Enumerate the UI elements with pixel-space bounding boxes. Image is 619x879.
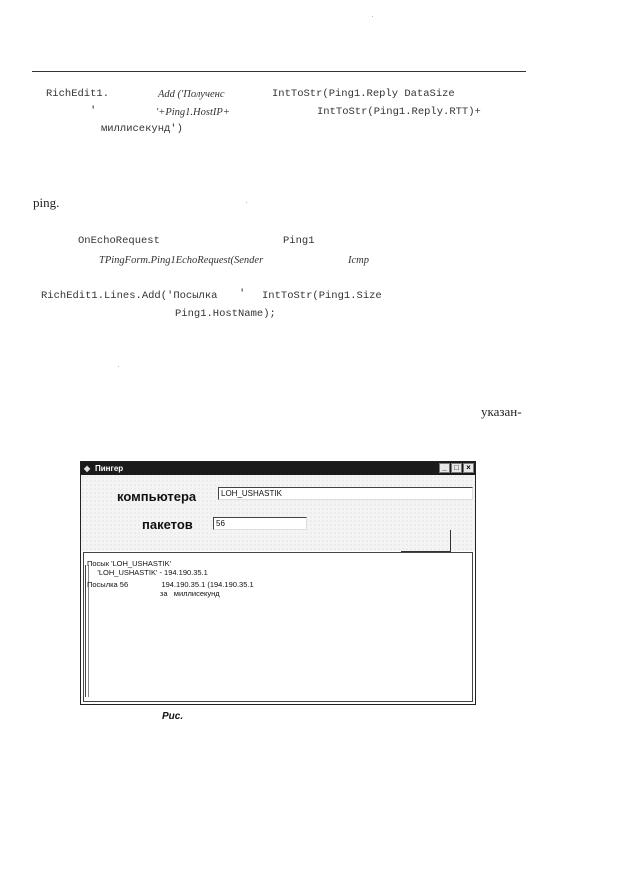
computer-label: компьютера [117,489,197,504]
log-line: 'LOH_USHASTIK' - 194.190.35.1 [87,568,208,577]
code-line-3: миллисекунд') [101,123,183,135]
log-line: за миллисекунд [87,589,220,598]
log-line: Посык 'LOH_USHASTIK' [87,559,172,568]
figure-caption: Рис. [162,711,184,722]
code-line-1b-text: Add ('Полученс [158,89,225,100]
code2-line-2b [348,254,369,268]
speck [246,202,247,203]
code2-line-3a: RichEdit1.Lines.Add('Посылка [41,290,218,302]
code-line-2b-text: '+Ping1.HostIP+ [156,107,230,118]
code-line-2a: ' [90,105,97,117]
ping-button[interactable] [401,530,451,552]
packets-input[interactable]: 56 [213,517,307,530]
code2-line-3c: IntToStr(Ping1.Size [262,290,382,302]
code-line-2b [156,106,230,120]
log-memo[interactable] [83,552,473,702]
code-line-2c: IntToStr(Ping1.Reply.RTT)+ [317,106,481,118]
code2-line-2a-text: TPingForm.Ping1EchoRequest(Sender [99,255,264,266]
speck [118,366,119,367]
code2-line-3b: ' [239,288,246,300]
app-icon: ◆ [84,464,91,473]
maximize-icon[interactable]: □ [451,463,462,473]
window-controls [439,463,474,473]
code2-line-2b-text: Icmp [348,255,369,266]
log-line: Посылка 56 194.190.35.1 (194.190.35.1 [87,580,254,589]
title-bar[interactable] [81,462,475,475]
speck [372,16,373,17]
code2-line-2a [99,254,263,268]
code2-line-4: Ping1.HostName); [175,308,276,320]
horizontal-rule [32,71,526,72]
code2-line-1a: OnEchoRequest [78,235,160,247]
code-line-1b [158,88,225,102]
computer-input[interactable]: LOH_USHASTIK [218,487,473,500]
text-right-fragment: указан- [481,404,522,419]
code-line-1c: IntToStr(Ping1.Reply DataSize [272,88,455,100]
text-ping: ping. [33,195,60,210]
code2-line-1b: Ping1 [283,235,315,247]
pinger-window [80,461,476,705]
controls-panel [81,475,475,551]
close-icon[interactable]: × [463,463,474,473]
packets-label: пакетов [142,517,193,532]
minimize-icon[interactable]: _ [439,463,450,473]
code-line-1a: RichEdit1. [46,88,110,100]
window-title: Пингер [95,464,124,473]
